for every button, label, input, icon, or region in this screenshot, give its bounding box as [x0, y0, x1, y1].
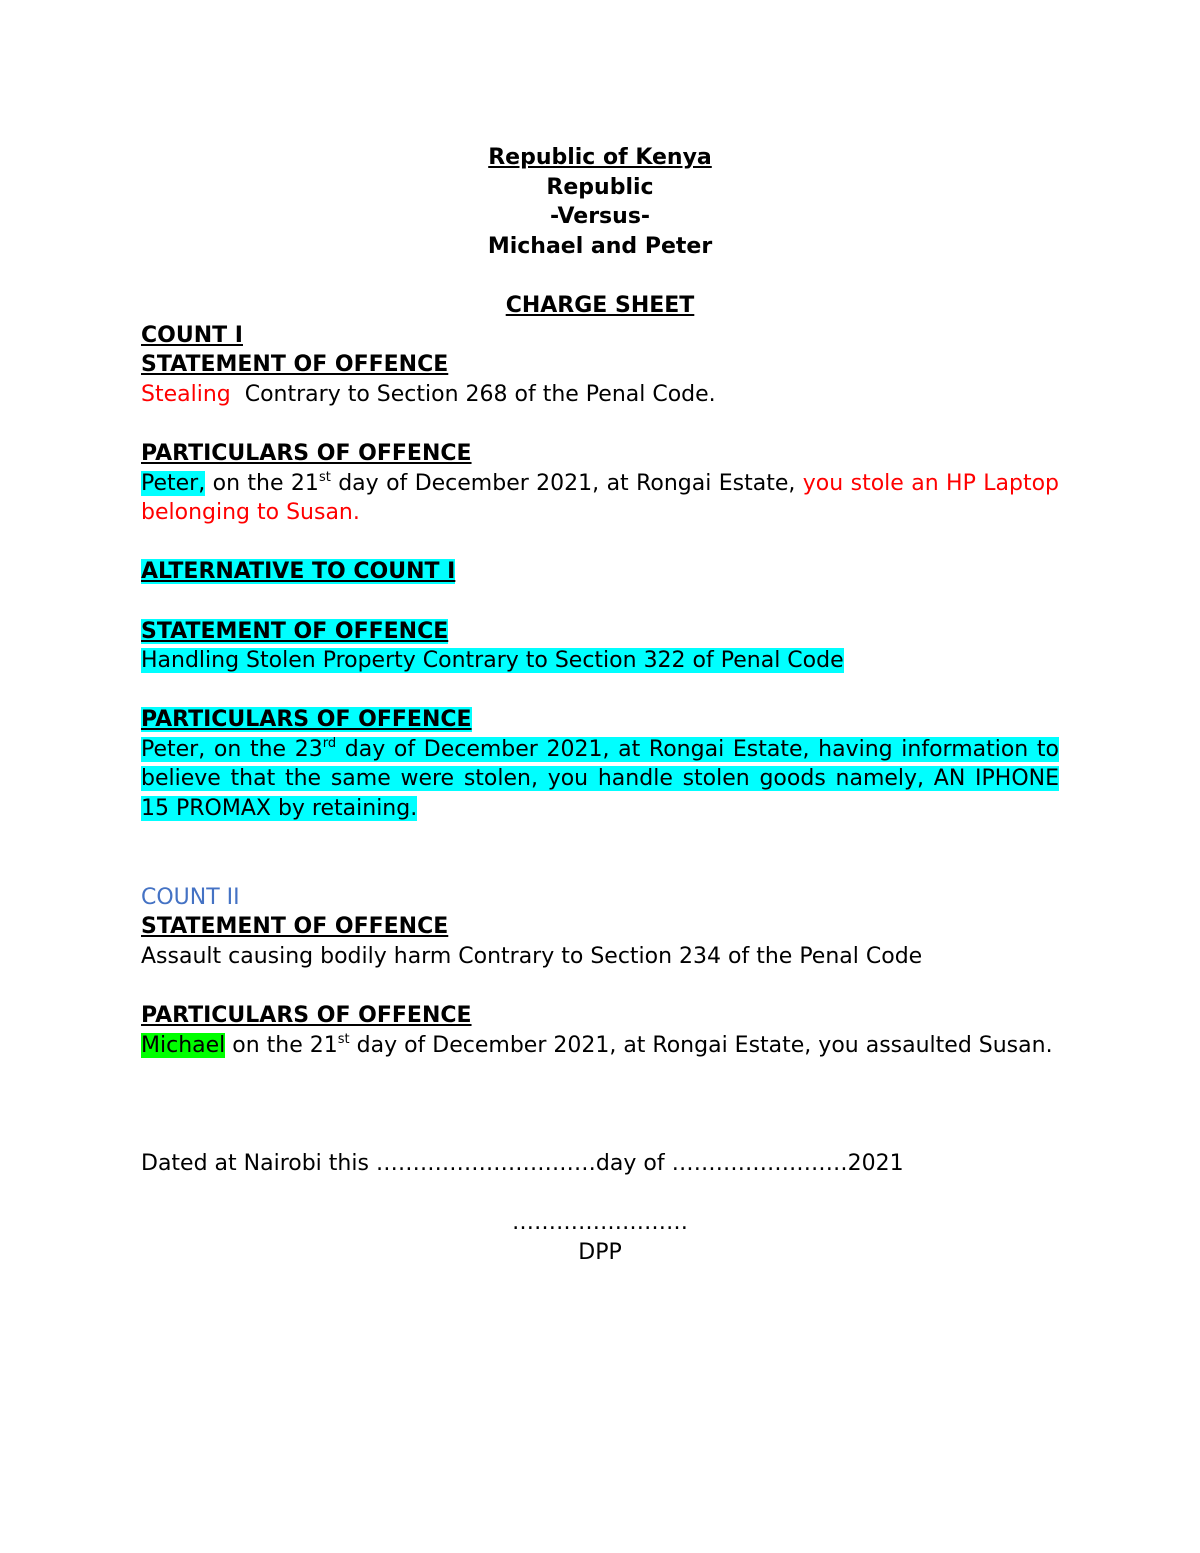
document-title: CHARGE SHEET — [505, 292, 695, 318]
count-1-accused-name: Peter, — [141, 470, 206, 496]
alternative-particulars-heading — [141, 705, 1059, 735]
versus-label: -Versus- — [549, 204, 651, 230]
count-1-heading: COUNT I — [141, 322, 243, 348]
party-republic: Republic — [546, 174, 654, 200]
count-2-particulars-rest: day of December 2021, at Rongai Estate, you assaulted Susan. — [349, 1032, 1053, 1058]
signature-line: …………………… — [512, 1210, 688, 1236]
alternative-heading — [141, 557, 1059, 587]
dated-line: Dated at Nairobi this …………………………day of ……………………2021 — [141, 1151, 904, 1177]
count-1-offence-name: Stealing — [141, 381, 231, 407]
count-1-statement-rest: Contrary to Section 268 of the Penal Code. — [230, 381, 716, 407]
count-1-particulars-mid: day of December 2021, at Rongai Estate, — [330, 470, 803, 496]
count-1-date-suffix: st — [318, 469, 331, 485]
count-2-particulars-pre: on the 21 — [225, 1032, 338, 1058]
signatory-title: DPP — [578, 1239, 622, 1265]
count-2-accused-name: Michael — [141, 1032, 226, 1058]
count-2-particulars — [141, 1031, 1059, 1061]
alternative-particulars-pre: Peter, on the 23 — [141, 736, 323, 762]
count-1-particulars-heading: PARTICULARS OF OFFENCE — [141, 440, 472, 466]
alternative-particulars — [141, 735, 1059, 824]
alternative-particulars-heading-text: PARTICULARS OF OFFENCE — [141, 707, 472, 733]
alternative-statement-heading — [141, 617, 1059, 647]
alternative-statement-heading-text: STATEMENT OF OFFENCE — [141, 618, 449, 644]
count-1-particulars-act: you stole an HP Laptop belonging to Susan. — [141, 470, 1060, 526]
count-1-particulars-text: on the 21 — [205, 470, 319, 496]
alternative-particulars-rest: day of December 2021, at Rongai Estate, having information to believe that the same were stolen, you handle stolen goods namely, AN IPHONE 15 PROMAX by retaining. — [141, 736, 1059, 822]
count-1-statement — [141, 380, 1059, 410]
alternative-date-suffix: rd — [322, 735, 337, 751]
alternative-heading-text: ALTERNATIVE TO COUNT I — [141, 559, 456, 585]
count-1-statement-heading: STATEMENT OF OFFENCE — [141, 352, 449, 378]
count-2-statement: Assault causing bodily harm Contrary to Section 234 of the Penal Code — [141, 944, 923, 970]
country-heading: Republic of Kenya — [488, 145, 712, 170]
count-1-particulars — [141, 469, 1059, 528]
count-2-date-suffix: st — [337, 1031, 350, 1047]
count-2-particulars-heading: PARTICULARS OF OFFENCE — [141, 1003, 472, 1029]
count-2-statement-heading: STATEMENT OF OFFENCE — [141, 914, 449, 940]
alternative-statement — [141, 646, 1059, 676]
alternative-particulars-highlight — [141, 737, 1059, 821]
count-2-heading: COUNT II — [141, 884, 240, 910]
alternative-statement-text: Handling Stolen Property Contrary to Section 322 of Penal Code — [141, 648, 844, 674]
charge-sheet-body — [141, 143, 1059, 1268]
accused-names: Michael and Peter — [487, 233, 713, 259]
